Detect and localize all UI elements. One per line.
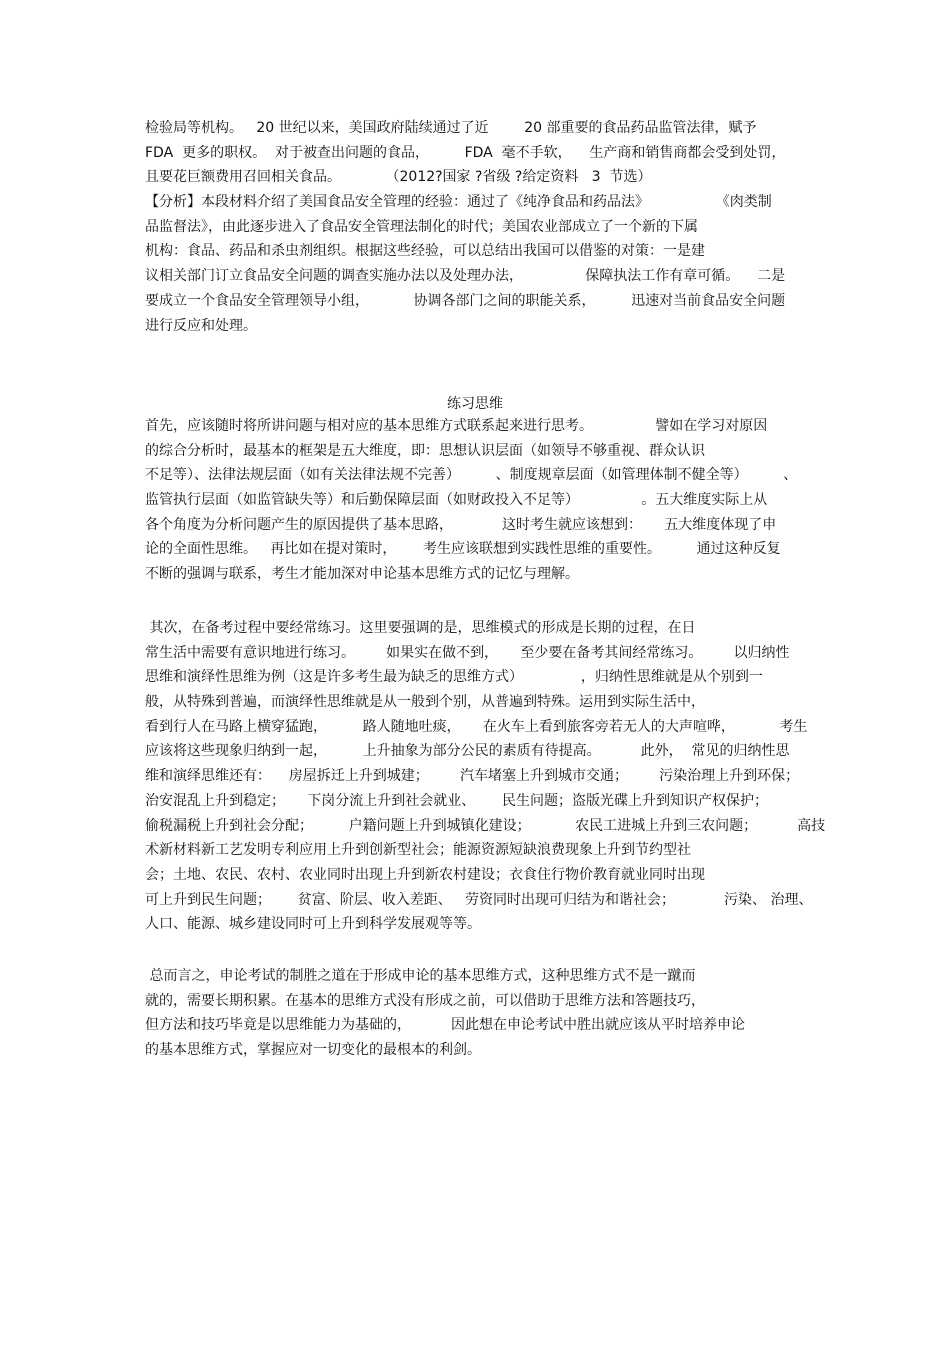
text-line: 且要花巨额费用召回相关食品。 （2012?国家 ?省级 ?给定资料 3 节选） (145, 169, 652, 186)
text-line: 可上升到民生问题； 贫富、阶层、收入差距、 劳资同时出现可归结为和谐社会； 污染、 治理、 (145, 891, 813, 908)
text-line: 不足等）、法律法规层面（如有关法律法规不完善） 、制度规章层面（如管理体制不健全等） 、 (145, 467, 798, 484)
text-line: 论的全面性思维。 再比如在提对策时， 考生应该联想到实践性思维的重要性。 通过这种反复 (145, 541, 781, 558)
paragraph-second (145, 616, 825, 937)
text-line: 检验局等机构。 20 世纪以来，美国政府陆续通过了近 20 部重要的食品药品监管法律，赋予 (145, 120, 757, 136)
text-line: 会；土地、农民、农村、农业同时出现上升到新农村建设；衣食住行物价教育就业同时出现 (145, 866, 705, 883)
text-line: 总而言之，申论考试的制胜之道在于形成申论的基本思维方式，这种思维方式不是一蹴而 (145, 968, 696, 984)
text-line: 人口、能源、城乡建设同时可上升到科学发展观等等。 (145, 916, 481, 933)
text-line: FDA 更多的职权。 对于被查出问题的食品， FDA 毫不手软， 生产商和销售商都会受到处罚， (145, 144, 786, 161)
section-title: 练习思维 (447, 396, 503, 412)
text-line: 品监督法》，由此逐步进入了食品安全管理法制化的时代；美国农业部成立了一个新的下属 (145, 218, 698, 235)
top-paragraph (145, 116, 825, 338)
paragraph-third (145, 964, 825, 1063)
text-line: 进行反应和处理。 (145, 317, 257, 334)
text-line: 各个角度为分析问题产生的原因提供了基本思路， 这时考生就应该想到： 五大维度体现了申 (145, 516, 777, 533)
text-line: 术新材料新工艺发明专利应用上升到创新型社会；能源资源短缺浪费现象上升到节约型社 (145, 842, 691, 859)
text-line: 看到行人在马路上横穿猛跑， 路人随地吐痰， 在火车上看到旅客旁若无人的大声喧哗， 考生 (145, 718, 808, 735)
text-line: 其次，在备考过程中要经常练习。这里要强调的是，思维模式的形成是长期的过程，在日 (145, 620, 696, 636)
text-line: 就的，需要长期积累。在基本的思维方式没有形成之前，可以借助于思维方法和答题技巧， (145, 992, 705, 1009)
text-line: 【分析】本段材料介绍了美国食品安全管理的经验：通过了《纯净食品和药品法》 《肉类制 (145, 194, 772, 211)
text-line: 的基本思维方式，掌握应对一切变化的最根本的利剑。 (145, 1042, 481, 1059)
text-line: 思维和演绎性思维为例（这是许多考生最为缺乏的思维方式） ，归纳性思维就是从个别到一 (145, 669, 763, 686)
text-line: 的综合分析时，最基本的框架是五大维度，即：思想认识层面（如领导不够重视、群众认识 (145, 442, 705, 459)
text-line: 维和演绎思维还有： 房屋拆迁上升到城建； 汽车堵塞上升到城市交通； 污染治理上升到环保； (145, 768, 800, 785)
text-line: 首先，应该随时将所讲问题与相对应的基本思维方式联系起来进行思考。 譬如在学习对原因 (145, 418, 768, 434)
text-line: 治安混乱上升到稳定； 下岗分流上升到社会就业、 民生问题；盗版光碟上升到知识产权保护； (145, 792, 768, 809)
text-line: 不断的强调与联系，考生才能加深对申论基本思维方式的记忆与理解。 (145, 566, 579, 583)
text-line: 偷税漏税上升到社会分配； 户籍问题上升到城镇化建设； 农民工进城上升到三农问题； 高技 (145, 817, 825, 834)
paragraph-first (145, 414, 825, 587)
text-line: 议相关部门订立食品安全问题的调查实施办法以及处理办法， 保障执法工作有章可循。 二是 (145, 268, 786, 285)
text-line: 监管执行层面（如监管缺失等）和后勤保障层面（如财政投入不足等） 。五大维度实际上从 (145, 492, 768, 509)
text-line: 般，从特殊到普遍，而演绎性思维就是从一般到个别，从普遍到特殊。运用到实际生活中， (145, 694, 705, 711)
text-line: 常生活中需要有意识地进行练习。 如果实在做不到， 至少要在备考其间经常练习。 以归纳性 (145, 644, 790, 661)
text-line: 要成立一个食品安全管理领导小组， 协调各部门之间的职能关系， 迅速对当前食品安全问题 (145, 292, 786, 309)
text-line: 但方法和技巧毕竟是以思维能力为基础的， 因此想在申论考试中胜出就应该从平时培养申论 (145, 1017, 746, 1034)
text-line: 应该将这些现象归纳到一起， 上升抽象为部分公民的素质有待提高。 此外， 常见的归纳性思 (145, 743, 790, 760)
text-line: 机构：食品、药品和杀虫剂组织。根据这些经验，可以总结出我国可以借鉴的对策：一是建 (145, 243, 705, 260)
